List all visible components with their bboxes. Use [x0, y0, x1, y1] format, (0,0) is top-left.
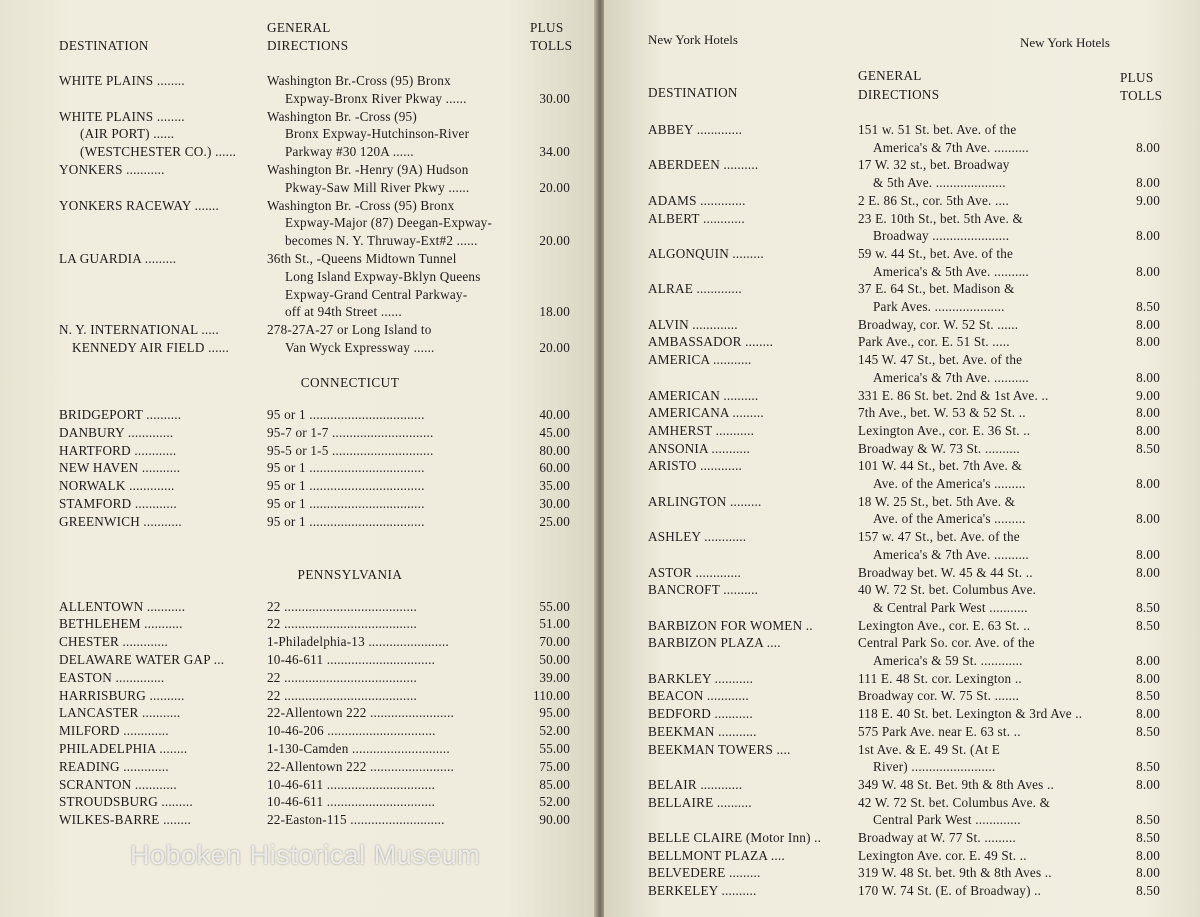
- running-head-left: New York Hotels: [648, 32, 738, 47]
- directions: becomes N. Y. Thruway-Ext#2 ......: [285, 233, 478, 249]
- toll-price: 25.00: [539, 513, 570, 529]
- destination-sub: (AIR PORT) ......: [80, 126, 175, 142]
- hotel-name: ABERDEEN ..........: [648, 157, 759, 173]
- hotel-address: 17 W. 32 st., bet. Broadway: [858, 157, 1010, 173]
- hotel-name: BARKLEY ...........: [648, 670, 754, 686]
- plus-header: PLUS: [530, 20, 564, 35]
- hotel-address: 59 w. 44 St., bet. Ave. of the: [858, 245, 1014, 261]
- destination: SCRANTON ............: [59, 776, 177, 792]
- right-page: [604, 0, 1200, 917]
- hotel-name: BARBIZON FOR WOMEN ..: [648, 617, 813, 633]
- toll-price: 39.00: [539, 669, 570, 685]
- toll-price: 55.00: [539, 741, 570, 756]
- toll-price: 8.00: [1136, 228, 1160, 244]
- tolls-header: TOLLS: [1120, 88, 1163, 103]
- general-header: GENERAL: [267, 20, 331, 35]
- hotel-address: America's & 59 St. ............: [873, 653, 1023, 668]
- toll-price: 8.50: [1136, 759, 1160, 775]
- hotel-name: AMERICA ...........: [648, 352, 752, 368]
- destination: PHILADELPHIA ........: [59, 741, 188, 756]
- hotel-address: Lexington Ave., cor. E. 63 St. ..: [858, 617, 1031, 633]
- hotel-name: ABBEY .............: [648, 122, 743, 137]
- directions: Long Island Expway-Bklyn Queens: [285, 268, 481, 284]
- hotel-name: AMHERST ...........: [648, 422, 755, 438]
- hotel-address: Broadway cor. W. 75 St. .......: [858, 688, 1020, 704]
- hotel-name: BEDFORD ...........: [648, 706, 753, 722]
- directions: Bronx Expway-Hutchinson-River: [285, 126, 470, 142]
- destination: YONKERS RACEWAY .......: [59, 197, 220, 213]
- destination: READING .............: [59, 758, 169, 774]
- toll-price: 51.00: [539, 616, 570, 632]
- hotel-name: ASTOR .............: [648, 564, 741, 580]
- hotel-name: AMERICAN ..........: [648, 387, 759, 403]
- directions: 95-7 or 1-7 .............................: [267, 424, 434, 440]
- toll-price: 20.00: [539, 340, 570, 355]
- hotel-address: 118 E. 40 St. bet. Lexington & 3rd Ave ..: [858, 706, 1083, 722]
- toll-price: 9.00: [1136, 192, 1160, 208]
- hotel-address: America's & 7th Ave. ..........: [873, 369, 1029, 385]
- toll-price: 8.50: [1136, 883, 1160, 899]
- hotel-address: River) ........................: [873, 759, 996, 775]
- directions: Van Wyck Expressway ......: [285, 340, 435, 355]
- destination: HARTFORD ............: [59, 442, 177, 458]
- directions-header: DIRECTIONS: [858, 87, 940, 102]
- toll-price: 8.50: [1136, 812, 1160, 828]
- directions: Expway-Grand Central Parkway-: [285, 286, 468, 302]
- hotel-address: 349 W. 48 St. Bet. 9th & 8th Aves ..: [858, 776, 1054, 792]
- toll-price: 8.00: [1136, 653, 1160, 668]
- hotel-address: 42 W. 72 St. bet. Columbus Ave. &: [858, 794, 1051, 810]
- directions: Expway-Bronx River Pkway ......: [285, 90, 467, 106]
- toll-price: 8.50: [1136, 723, 1160, 739]
- toll-price: 55.00: [539, 598, 570, 614]
- destination: MILFORD .............: [59, 723, 169, 739]
- directions: 10-46-206 ...............................: [267, 723, 436, 739]
- hotel-address: Lexington Ave., cor. E. 36 St. ..: [858, 422, 1031, 438]
- directions: Pkway-Saw Mill River Pkwy ......: [285, 179, 470, 195]
- hotel-address: Lexington Ave. cor. E. 49 St. ..: [858, 847, 1027, 863]
- toll-price: 8.00: [1136, 369, 1160, 385]
- hotel-address: Central Park So. cor. Ave. of the: [858, 635, 1035, 651]
- hotel-name: BEACON ............: [648, 688, 749, 704]
- hotel-address: Park Ave., cor. E. 51 St. .....: [858, 334, 1010, 350]
- toll-price: 8.00: [1136, 511, 1160, 527]
- hotel-address: Broadway & W. 73 St. ..........: [858, 440, 1020, 456]
- toll-price: 45.00: [539, 424, 570, 440]
- hotel-name: BANCROFT ..........: [648, 582, 759, 598]
- directions: 95 or 1 .................................: [267, 407, 425, 422]
- hotel-address: Broadway, cor. W. 52 St. ......: [858, 316, 1019, 332]
- hotel-name: ASHLEY ............: [648, 529, 747, 545]
- directions: 95 or 1 .................................: [267, 478, 425, 494]
- hotel-address: 151 w. 51 St. bet. Ave. of the: [858, 122, 1017, 137]
- hotel-address: 7th Ave., bet. W. 53 & 52 St. ..: [858, 405, 1026, 421]
- hotel-name: BEEKMAN TOWERS ....: [648, 741, 791, 757]
- hotel-name: AMERICANA .........: [648, 405, 764, 421]
- hotel-address: 18 W. 25 St., bet. 5th Ave. &: [858, 493, 1016, 509]
- hotel-address: Broadway at W. 77 St. .........: [858, 830, 1016, 845]
- hotel-address: 331 E. 86 St. bet. 2nd & 1st Ave. ..: [858, 387, 1049, 403]
- hotel-name: BELLAIRE ..........: [648, 794, 752, 810]
- toll-price: 85.00: [539, 776, 570, 792]
- toll-price: 30.00: [539, 90, 570, 106]
- directions: 36th St., -Queens Midtown Tunnel: [267, 251, 457, 266]
- toll-price: 8.00: [1136, 670, 1160, 686]
- hotel-address: America's & 5th Ave. ..........: [873, 263, 1029, 279]
- hotel-address: America's & 7th Ave. ..........: [873, 139, 1029, 155]
- plus-header: PLUS: [1120, 70, 1154, 85]
- hotel-name: ARISTO ............: [648, 458, 743, 474]
- destination: DELAWARE WATER GAP ...: [59, 652, 225, 667]
- destination: NORWALK .............: [59, 478, 175, 494]
- directions: 22-Easton-115 ...........................: [267, 812, 445, 828]
- hotel-name: BELAIR ............: [648, 776, 743, 792]
- destination: STROUDSBURG .........: [59, 794, 193, 810]
- running-head-right: New York Hotels: [1020, 35, 1110, 50]
- hotel-address: Ave. of the America's .........: [873, 476, 1026, 491]
- toll-price: 80.00: [539, 442, 570, 458]
- toll-price: 8.00: [1136, 316, 1160, 332]
- directions: Expway-Major (87) Deegan-Expway-: [285, 215, 493, 231]
- directions: 1-130-Camden ............................: [267, 741, 450, 756]
- toll-price: 8.00: [1136, 546, 1160, 562]
- hotel-address: Broadway bet. W. 45 & 44 St. ..: [858, 564, 1033, 580]
- hotel-address: Park Aves. ....................: [873, 299, 1005, 314]
- hotel-name: BERKELEY ..........: [648, 883, 757, 899]
- directions: 95 or 1 .................................: [267, 496, 425, 511]
- toll-price: 90.00: [539, 812, 570, 828]
- hotel-name: ALVIN .............: [648, 316, 738, 332]
- hotel-address: 37 E. 64 St., bet. Madison &: [858, 281, 1015, 297]
- directions: Washington Br. -Cross (95): [267, 108, 417, 124]
- toll-price: 52.00: [539, 723, 570, 739]
- destination: N. Y. INTERNATIONAL .....: [59, 322, 219, 338]
- hotel-name: BELVEDERE .........: [648, 865, 761, 881]
- destination: DANBURY .............: [59, 424, 174, 440]
- toll-price: 50.00: [539, 652, 570, 667]
- destination: HARRISBURG ..........: [59, 687, 185, 703]
- hotel-address: 1st Ave. & E. 49 St. (At E: [858, 741, 1000, 757]
- destination: WHITE PLAINS ........: [59, 73, 185, 88]
- toll-price: 20.00: [539, 233, 570, 249]
- toll-price: 18.00: [539, 304, 570, 320]
- destination: NEW HAVEN ...........: [59, 460, 181, 476]
- museum-watermark: Hoboken Historical Museum: [130, 840, 481, 870]
- destination: WILKES-BARRE ........: [59, 812, 192, 828]
- hotel-address: & 5th Ave. ....................: [873, 175, 1006, 191]
- toll-price: 8.00: [1136, 334, 1160, 350]
- destination: ALLENTOWN ...........: [59, 598, 186, 614]
- toll-price: 8.00: [1136, 405, 1160, 421]
- hotel-address: 111 E. 48 St. cor. Lexington ..: [858, 670, 1022, 686]
- destination: STAMFORD ............: [59, 496, 177, 511]
- destination: WHITE PLAINS ........: [59, 108, 185, 124]
- hotel-address: America's & 7th Ave. ..........: [873, 546, 1029, 562]
- toll-price: 70.00: [539, 634, 570, 650]
- destination: EASTON ..............: [59, 669, 165, 685]
- hotel-address: 2 E. 86 St., cor. 5th Ave. ....: [858, 192, 1010, 208]
- hotel-address: & Central Park West ...........: [873, 599, 1028, 615]
- hotel-name: BELLE CLAIRE (Motor Inn) ..: [648, 830, 822, 845]
- destination: BETHLEHEM ...........: [59, 616, 183, 632]
- toll-price: 8.00: [1136, 422, 1160, 438]
- toll-price: 8.00: [1136, 476, 1160, 491]
- directions: 1-Philadelphia-13 .......................: [267, 634, 449, 650]
- directions: 95 or 1 .................................: [267, 513, 425, 529]
- directions: 22 ......................................: [267, 687, 417, 703]
- hotel-name: ARLINGTON .........: [648, 493, 762, 509]
- destination-sub: (WESTCHESTER CO.) ......: [80, 144, 237, 160]
- destination: GREENWICH ...........: [59, 513, 182, 529]
- toll-price: 8.00: [1136, 263, 1160, 279]
- toll-price: 8.00: [1136, 564, 1160, 580]
- directions: off at 94th Street ......: [285, 304, 402, 320]
- hotel-address: Ave. of the America's .........: [873, 511, 1026, 527]
- hotel-address: 23 E. 10th St., bet. 5th Ave. &: [858, 210, 1023, 226]
- hotel-name: ADAMS .............: [648, 192, 746, 208]
- directions: 22 ......................................: [267, 598, 417, 614]
- directions: 10-46-611 ...............................: [267, 776, 436, 792]
- hotel-name: BEEKMAN ...........: [648, 723, 757, 739]
- section-title: CONNECTICUT: [300, 375, 400, 390]
- toll-price: 8.00: [1136, 847, 1160, 863]
- destination: YONKERS ...........: [59, 162, 165, 177]
- directions-header: DIRECTIONS: [267, 38, 349, 53]
- hotel-address: 575 Park Ave. near E. 63 st. ..: [858, 723, 1021, 739]
- hotel-name: BARBIZON PLAZA ....: [648, 635, 781, 651]
- hotel-address: Central Park West .............: [873, 812, 1021, 828]
- directions: 10-46-611 ...............................: [267, 794, 436, 810]
- directions: 22-Allentown 222 ........................: [267, 705, 454, 721]
- directions: Parkway #30 120A ......: [285, 144, 414, 160]
- destination-header: DESTINATION: [59, 38, 149, 53]
- section-title: PENNSYLVANIA: [297, 566, 403, 582]
- toll-price: 8.00: [1136, 706, 1160, 722]
- toll-price: 9.00: [1136, 387, 1160, 403]
- directions: Washington Br. -Cross (95) Bronx: [267, 197, 455, 213]
- toll-price: 8.00: [1136, 776, 1160, 792]
- directions: Washington Br.-Cross (95) Bronx: [267, 73, 451, 88]
- left-page: [0, 0, 596, 917]
- toll-price: 75.00: [539, 758, 570, 774]
- hotel-name: AMBASSADOR ........: [648, 334, 774, 350]
- directions: 278-27A-27 or Long Island to: [267, 322, 432, 338]
- tolls-header: TOLLS: [530, 38, 573, 53]
- toll-price: 8.50: [1136, 299, 1160, 314]
- hotel-address: 145 W. 47 St., bet. Ave. of the: [858, 352, 1023, 368]
- hotel-address: Broadway ......................: [873, 228, 1010, 244]
- destination: CHESTER .............: [59, 634, 168, 650]
- directions: Washington Br. -Henry (9A) Hudson: [267, 162, 469, 177]
- directions: 22 ......................................: [267, 616, 417, 632]
- toll-price: 30.00: [539, 496, 570, 511]
- directions: 22-Allentown 222 ........................: [267, 758, 454, 774]
- hotel-name: ANSONIA ...........: [648, 440, 750, 456]
- toll-price: 8.50: [1136, 599, 1160, 615]
- directions: 95 or 1 .................................: [267, 460, 425, 476]
- destination: LANCASTER ...........: [59, 705, 181, 721]
- hotel-address: 319 W. 48 St. bet. 9th & 8th Aves ..: [858, 865, 1052, 881]
- toll-price: 8.00: [1136, 865, 1160, 881]
- hotel-address: 170 W. 74 St. (E. of Broadway) ..: [858, 883, 1042, 899]
- destination: LA GUARDIA .........: [59, 251, 177, 266]
- toll-price: 95.00: [539, 705, 570, 721]
- toll-price: 110.00: [533, 687, 570, 703]
- hotel-name: ALRAE .............: [648, 281, 742, 297]
- toll-price: 20.00: [539, 179, 570, 195]
- toll-price: 8.00: [1136, 175, 1160, 191]
- hotel-name: BELLMONT PLAZA ....: [648, 847, 785, 863]
- toll-price: 40.00: [539, 407, 570, 422]
- hotel-name: ALBERT ............: [648, 210, 745, 226]
- toll-price: 60.00: [539, 460, 570, 476]
- toll-price: 8.50: [1136, 830, 1160, 845]
- hotel-address: 40 W. 72 St. bet. Columbus Ave.: [858, 582, 1037, 598]
- toll-price: 8.00: [1136, 139, 1160, 155]
- hotel-address: 157 w. 47 St., bet. Ave. of the: [858, 529, 1020, 545]
- toll-price: 35.00: [539, 478, 570, 494]
- general-header: GENERAL: [858, 68, 922, 83]
- directions: 10-46-611 ...............................: [267, 652, 436, 667]
- toll-price: 52.00: [539, 794, 570, 810]
- destination: BRIDGEPORT ..........: [59, 407, 182, 422]
- directions: 95-5 or 1-5 .............................: [267, 442, 434, 458]
- hotel-name: ALGONQUIN .........: [648, 245, 764, 261]
- destination-header: DESTINATION: [648, 85, 738, 100]
- toll-price: 34.00: [539, 144, 570, 160]
- toll-price: 8.50: [1136, 440, 1160, 456]
- destination-sub: KENNEDY AIR FIELD ......: [72, 340, 230, 355]
- hotel-address: 101 W. 44 St., bet. 7th Ave. &: [858, 458, 1023, 474]
- directions: 22 ......................................: [267, 669, 417, 685]
- toll-price: 8.50: [1136, 617, 1160, 633]
- toll-price: 8.50: [1136, 688, 1160, 704]
